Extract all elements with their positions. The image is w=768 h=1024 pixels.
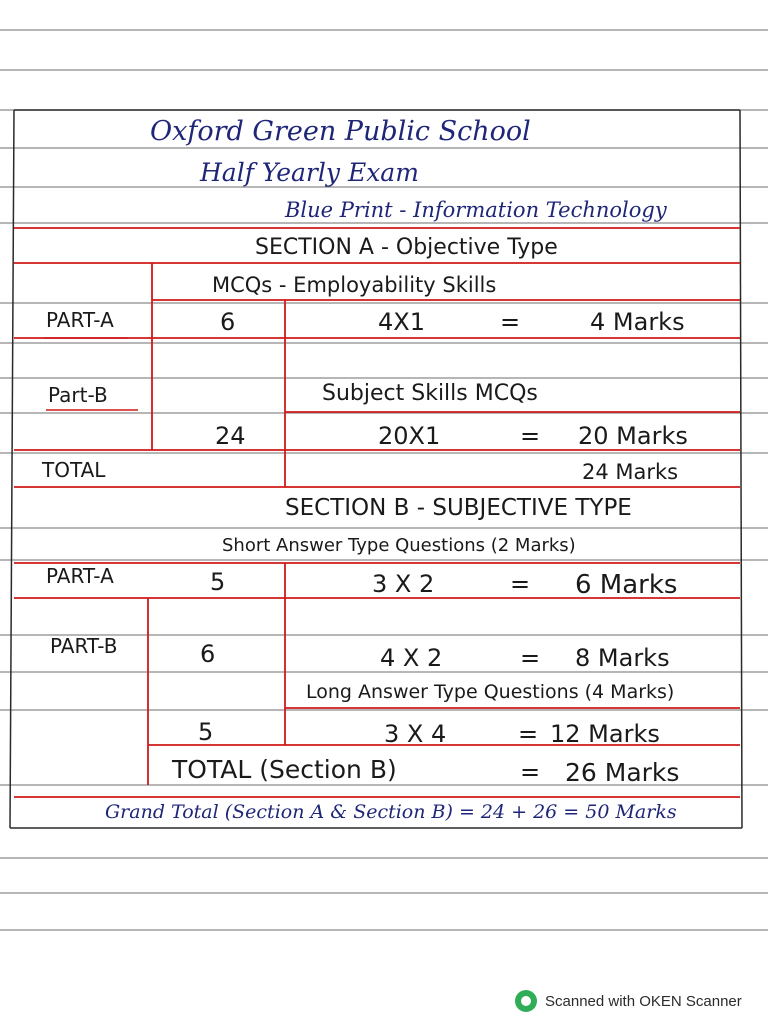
- section-a-title: SECTION A - Objective Type: [255, 235, 558, 260]
- section-b-part-a-result: 6 Marks: [575, 570, 678, 600]
- grand-total: Grand Total (Section A & Section B) = 24 + 26 = 50 Marks: [105, 801, 677, 823]
- section-b-total-eq: =: [520, 758, 541, 786]
- section-b-part-b-eq: =: [520, 644, 541, 672]
- scanner-watermark: [515, 990, 742, 1012]
- section-b-part-a-eq: =: [510, 570, 531, 598]
- mcq-heading: MCQs - Employability Skills: [212, 273, 497, 297]
- long-answer-eq: =: [518, 720, 539, 748]
- short-answer-heading: Short Answer Type Questions (2 Marks): [222, 535, 576, 556]
- section-b-total-label: TOTAL (Section B): [172, 755, 397, 784]
- section-a-part-b-label: Part-B: [48, 383, 108, 407]
- exam-title: Half Yearly Exam: [200, 158, 419, 187]
- scanner-logo-icon: [515, 990, 537, 1012]
- scanner-text: Scanned with OKEN Scanner: [545, 992, 742, 1010]
- section-b-part-a-calc: 3 X 2: [372, 570, 435, 598]
- section-a-part-b-result: 20 Marks: [578, 422, 688, 450]
- long-answer-heading: Long Answer Type Questions (4 Marks): [306, 681, 675, 703]
- section-b-part-b-calc: 4 X 2: [380, 644, 443, 672]
- section-b-total-result: 26 Marks: [565, 758, 680, 787]
- section-a-part-a-label: PART-A: [46, 308, 114, 332]
- section-a-part-a-result: 4 Marks: [590, 308, 685, 336]
- section-a-part-a-calc: 4X1: [378, 308, 425, 336]
- long-answer-result: 12 Marks: [550, 720, 660, 748]
- section-a-part-b-calc: 20X1: [378, 422, 441, 450]
- blueprint-title: Blue Print - Information Technology: [285, 198, 667, 222]
- section-a-part-a-count: 6: [220, 308, 236, 336]
- section-a-part-b-count: 24: [215, 422, 246, 450]
- section-b-part-a-count: 5: [210, 568, 226, 596]
- long-answer-calc: 3 X 4: [384, 720, 447, 748]
- long-answer-count: 5: [198, 718, 214, 746]
- section-a-total-result: 24 Marks: [582, 460, 679, 484]
- section-a-total-label: TOTAL: [42, 458, 106, 482]
- section-b-title: SECTION B - SUBJECTIVE TYPE: [285, 495, 632, 521]
- section-b-part-a-label: PART-A: [46, 564, 114, 588]
- section-b-part-b-count: 6: [200, 640, 216, 668]
- section-b-part-b-label: PART-B: [50, 634, 118, 658]
- section-b-part-b-result: 8 Marks: [575, 644, 670, 672]
- subject-skills-heading: Subject Skills MCQs: [322, 381, 538, 406]
- section-a-part-a-eq: =: [500, 308, 521, 336]
- school-name: Oxford Green Public School: [150, 116, 531, 147]
- section-a-part-b-eq: =: [520, 422, 541, 450]
